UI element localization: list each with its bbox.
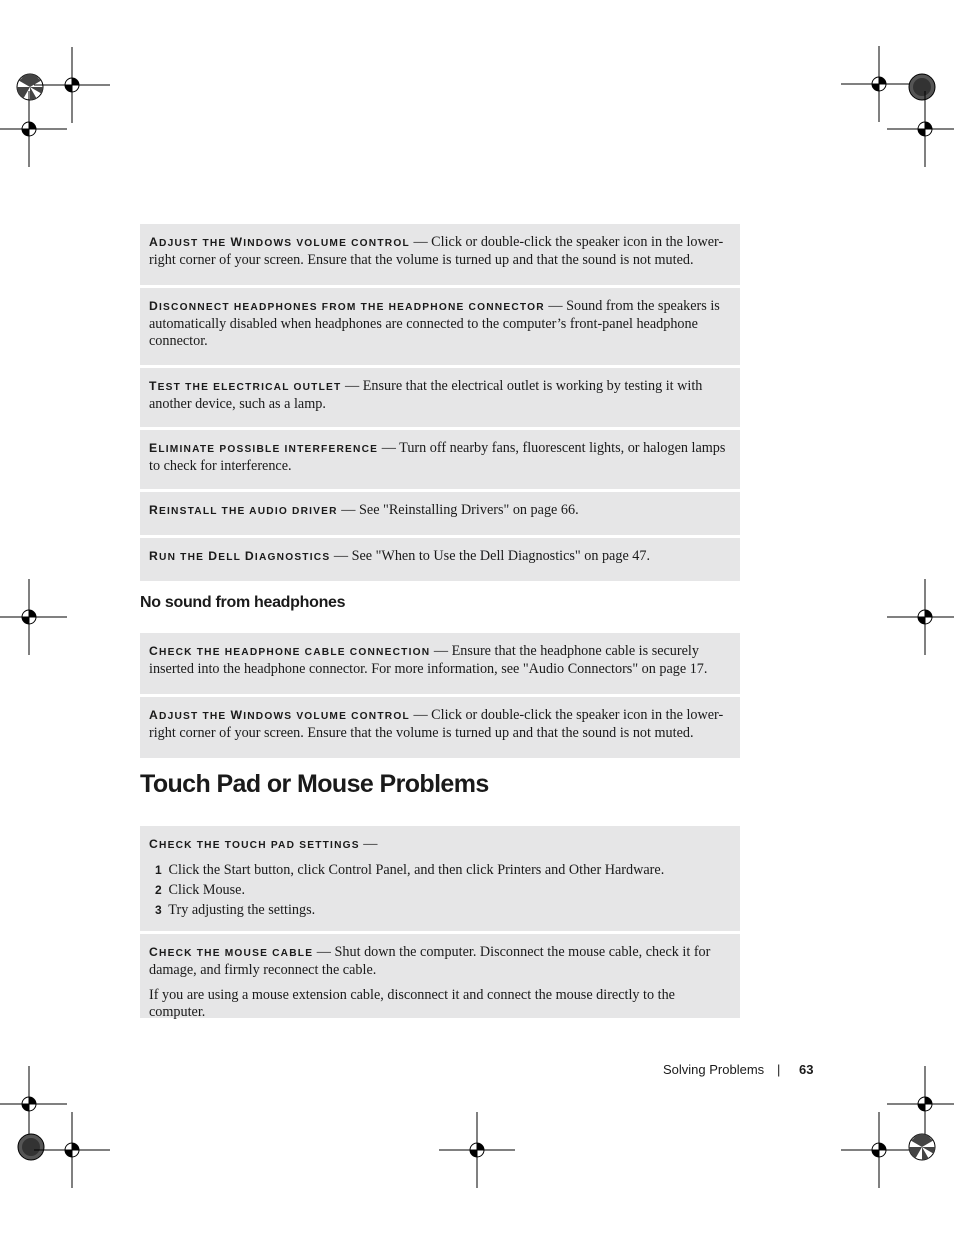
- tip-dash: —: [548, 298, 563, 314]
- tip-text: Shut down the computer. Disconnect the mouse cable, check it for damage, and firmly reconnect the cable.: [149, 944, 711, 978]
- tip-lead: ELIMINATE POSSIBLE INTERFERENCE: [149, 441, 379, 455]
- step-text: .: [241, 882, 246, 898]
- tip-lead: CHECK THE MOUSE CABLE: [149, 945, 314, 959]
- tip-dash: —: [341, 502, 356, 518]
- footer-page-number: 63: [799, 1062, 814, 1077]
- tip-lead: CHECK THE TOUCH PAD SETTINGS: [149, 837, 360, 851]
- tip-text: Ensure that the headphone cable is securely inserted into the headphone connector. For more information, see "Audio Connectors" on page 17.: [149, 643, 708, 677]
- footer-section-title: Solving Problems: [663, 1062, 765, 1077]
- step-ui-term: Control Panel: [328, 862, 407, 878]
- tip-text: Sound from the speakers is automatically disabled when headphones are connected to the computer’s front-panel headphone connector.: [149, 298, 720, 349]
- step-text: Try adjusting the settings.: [168, 902, 316, 918]
- tip-text: Turn off nearby fans, fluorescent lights, or halogen lamps to check for interference.: [149, 440, 726, 474]
- step-text: , and then click: [406, 862, 498, 878]
- tip-lead: CHECK THE HEADPHONE CABLE CONNECTION: [149, 644, 431, 658]
- footer-separator: |: [777, 1062, 781, 1077]
- step-ui-term: Mouse: [202, 882, 242, 898]
- tip-dash: —: [333, 548, 349, 564]
- tip-lead: REINSTALL THE AUDIO DRIVER: [149, 503, 338, 517]
- tip-lead: DISCONNECT HEADPHONES FROM THE HEADPHONE CONNECTOR: [149, 299, 545, 313]
- tip-text: Click or double-click the speaker icon in the lower-right corner of your screen. Ensure that the volume is turned up and that the sound is not muted.: [149, 707, 724, 741]
- step-number: 2: [155, 883, 162, 897]
- heading-touchpad-mouse-problems: Touch Pad or Mouse Problems: [140, 770, 489, 798]
- tip-dash: —: [363, 836, 378, 852]
- tip-dash: —: [413, 234, 428, 250]
- step-text: .: [660, 862, 665, 878]
- tip-text: See "When to Use the Dell Diagnostics" on page 47.: [351, 548, 651, 564]
- tip-dash: —: [413, 707, 428, 723]
- step-text: button, click: [250, 862, 329, 878]
- tip-lead: ADJUST THE WINDOWS VOLUME CONTROL: [149, 235, 410, 249]
- tip-lead: TEST THE ELECTRICAL OUTLET: [149, 379, 342, 393]
- tip-text: Click or double-click the speaker icon in the lower-right corner of your screen. Ensure that the volume is turned up and that the sound is not muted.: [149, 234, 724, 268]
- tip-lead: RUN THE DELL DIAGNOSTICS: [149, 549, 331, 563]
- step-ui-term: Start: [223, 862, 251, 878]
- tip-dash: —: [316, 944, 331, 960]
- tip-text: See "Reinstalling Drivers" on page 66.: [359, 502, 579, 518]
- step-ui-term: Printers and Other Hardware: [497, 862, 661, 878]
- step-number: 1: [155, 863, 162, 877]
- step-number: 3: [155, 903, 162, 917]
- tip-dash: —: [345, 378, 360, 394]
- tip-lead: ADJUST THE WINDOWS VOLUME CONTROL: [149, 708, 410, 722]
- tip-dash: —: [381, 440, 396, 456]
- tip-dash: —: [433, 643, 449, 659]
- tip-paragraph-2: If you are using a mouse extension cable, disconnect it and connect the mouse directly to the computer.: [149, 987, 675, 1020]
- subheading-no-sound-headphones: No sound from headphones: [140, 594, 346, 611]
- tip-text: Ensure that the electrical outlet is working by testing it with another device, such as a lamp.: [149, 378, 703, 412]
- step-text: Click: [168, 882, 203, 898]
- step-text: Click the: [168, 862, 224, 878]
